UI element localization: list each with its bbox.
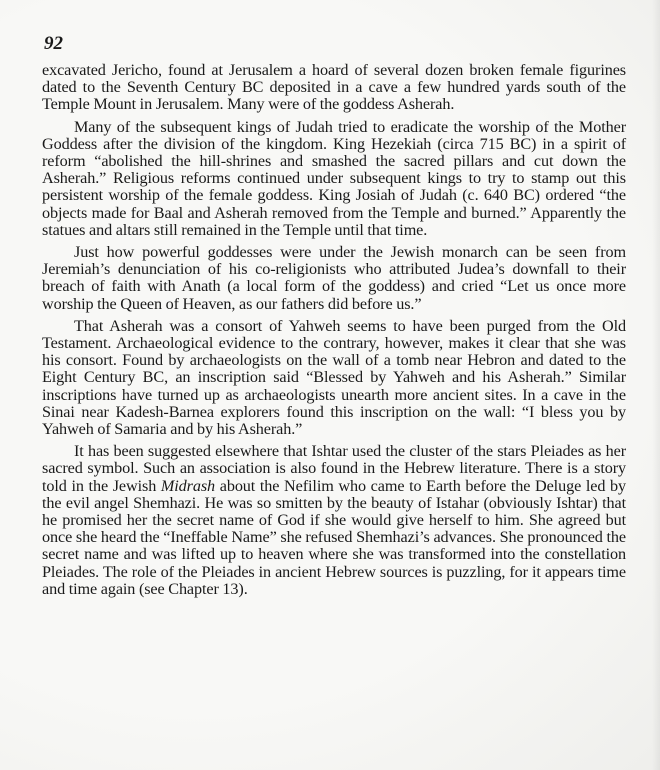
paragraph-1: excavated Jericho, found at Jerusalem a hoard of several dozen broken female figurines dated to the Seventh Century BC deposited in a cave a few hundred yards south of the Temple Mount in Jerusalem. Many were of the goddess Asherah. — [42, 61, 626, 114]
paragraph-4: That Asherah was a consort of Yahweh seems to have been purged from the Old Testament. Archaeological evidence to the contrary, however, makes it clear that she was his consort. Found by archaeologists on the wall of a tomb near Hebron and dated to the Eight Century BC, an inscription said “Blessed by Yahweh and his Asherah.” Similar inscriptions have turned up as archaeologists unearth more ancient sites. In a cave in the Sinai near Kadesh-Barnea explorers found this inscription on the wall: “I bless you by Yahweh of Samaria and by his Asherah.” — [42, 316, 626, 439]
midrash-emphasis: Midrash — [160, 476, 216, 495]
paragraph-2: Many of the subsequent kings of Judah tried to eradicate the worship of the Mother Goddess after the division of the kingdom. King Hezekiah (circa 715 BC) in a spirit of reform “abolished the hill-shrines and smashed the sacred pillars and cut down the Asherah.” Religious reforms continued under subsequent kings to try to stamp out this persistent worship of the female goddess. King Josiah of Judah (c. 640 BC) ordered “the objects made for Baal and Asherah removed from the Temple and burned.” Apparently the statues and altars still remained in the Temple until that time. — [42, 117, 626, 239]
paragraph-5-text-after: about the Nefilim who came to Earth before the Deluge led by the evil angel Shemhazi. He was so smitten by the beauty of Istahar (obviously Ishtar) that he promised her the secret name of God if she would give herself to him. She agreed but once she heard the “Ineffable Name” she refused Shemhazi’s advances. She pronounced the secret name and was lifted up to heaven where she was transformed into the constellation Pleiades. The role of the Pleiades in ancient Hebrew sources is puzzling, for it appears time and time again (see Chapter 13). — [42, 476, 626, 598]
page-number: 92 — [44, 33, 63, 54]
paragraph-5 — [42, 443, 626, 598]
paragraph-3: Just how powerful goddesses were under the Jewish monarch can be seen from Jeremiah’s denunciation of his co-religionists who attributed Judea’s downfall to their breach of faith with Anath (a local form of the goddess) and cried “Let us once more worship the Queen of Heaven, as our fathers did before us.” — [42, 243, 626, 313]
paragraph-5-text-before: It has been suggested elsewhere that Ishtar used the cluster of the stars Pleiades as her sacred symbol. Such an association is also found in the Hebrew literature. There is a story told in the Jewish — [42, 442, 626, 495]
page-edge-shadow — [652, 0, 660, 770]
